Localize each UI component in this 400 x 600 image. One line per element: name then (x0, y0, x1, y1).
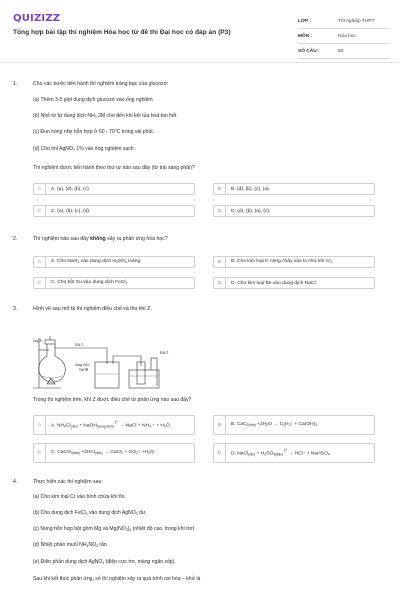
question-text: Cho các bước tiến hành thí nghiệm tráng bạc của glucozơ: (33, 81, 169, 87)
option-key: D (214, 278, 226, 288)
option-key: C (34, 206, 46, 216)
option-key: B (214, 257, 226, 267)
option-key: D (214, 206, 226, 216)
question-ask: Sau khi kết thúc phản ứng, số thí nghiệm xảy ra quá trình oxi hóa – khử là (33, 576, 201, 582)
option-key: D (214, 444, 226, 462)
question-text: Thí nghiệm nào sau đây không xảy ra phản ứng hóa học? (33, 236, 168, 242)
option-text: B. (d), (b), (c), (a). (231, 186, 271, 192)
label-khi-z-top: Khí Z (75, 343, 84, 347)
option-key: C (34, 278, 46, 288)
meta-value: 50 (338, 48, 344, 54)
option-c[interactable] (33, 277, 195, 289)
option-b[interactable] (213, 256, 375, 268)
option-text: A. $NH_4Cl_{(rắn)}$ + NaOH$_{(dung dịch)}$ $^{t^\circ}$ → NaCl + $NH_3$ ↑ + $H_2O$. (51, 420, 171, 429)
page-title: Tổng hợp bài tập thí nghiệm Hóa học từ đề thi Đại học có đáp án (P3) (13, 29, 231, 36)
header-divider (0, 62, 400, 63)
label-naoh: NaOH (79, 368, 89, 372)
question-4 (13, 479, 393, 597)
question-text: Thực hiện các thí nghiệm sau: (33, 479, 103, 485)
option-key: B (214, 416, 226, 434)
option-b[interactable] (213, 183, 375, 195)
option-key: A (34, 416, 46, 434)
option-d[interactable] (213, 205, 375, 217)
question-text: Hình vẽ sau mô tả thí nghiệm điều chế và thu khí Z. (33, 306, 152, 312)
meta-row-count (298, 44, 390, 59)
option-a[interactable] (33, 183, 195, 195)
step-d: (d) Cho lml AgNO₃ 1% vào ống nghiệm sạch . (33, 146, 137, 152)
meta-value: Hóa học (338, 33, 356, 39)
option-b[interactable] (213, 415, 375, 435)
option-a[interactable] (33, 256, 195, 268)
option-a[interactable] (33, 415, 195, 435)
meta-label: LỚP : (298, 18, 312, 24)
meta-label: MÔN : (298, 33, 313, 39)
option-c[interactable] (33, 443, 195, 463)
meta-row-subject (298, 29, 390, 44)
step-a: (a) Thêm 3-5 giọt dung dịch glucozơ vào ống nghiệm. (33, 97, 155, 103)
option-text: A. (a), (d), (b), (c). (51, 186, 91, 192)
meta-value: Tốt nghiệp THPT (338, 18, 375, 24)
option-key: A (34, 184, 46, 194)
question-number: 2. (13, 236, 18, 242)
meta-row-class (298, 14, 390, 29)
option-text: C. (a), (b), (c), (d). (51, 208, 91, 214)
wash-bottle (95, 362, 119, 388)
option-key: B (214, 184, 226, 194)
question-ask: Trong thí nghiệm trên, khí Z được điều chế từ phản ứng nào sau đây? (33, 397, 192, 403)
quiz-meta-table (298, 14, 390, 59)
option-text: D. Cho kim loại Be vào dung dịch NaCl. (231, 280, 317, 286)
question-ask: Thí nghiệm được tiến hành theo thứ tự nào sau đây (từ trái sang phải)? (33, 165, 195, 171)
question-2 (13, 236, 393, 296)
option-text: A. Cho NaO$_2$ vào dung dịch $H_2SO_4$ loãng. (51, 259, 142, 264)
option-c[interactable] (33, 205, 195, 217)
step-e: (e) Điện phân dung dịch AgNO$_3$ (điện cực trơ, màng ngăn xốp). (33, 559, 176, 565)
question-number: 4. (13, 479, 18, 485)
option-text: B. $CaC_{2(rắn)} +2H_2O$ → $C_2H_2↑ + Ca(OH)_2$ (231, 422, 318, 427)
experiment-diagram (33, 336, 198, 390)
step-a: (a) Cho kim loại Cr vào bình chứa khí flo. (33, 494, 126, 500)
label-ong-x: ống X (33, 339, 42, 343)
meta-label: SỐ CÂU : (298, 48, 320, 54)
step-c: (c) Nung hỗn hợp bột gồm Mg và $Mg(NO_3)_2$ (nhiệt độ cao, trong khí trơ). (33, 526, 196, 532)
question-1 (13, 81, 393, 221)
option-text: D. (d), (b), (a), (c). (231, 208, 271, 214)
option-text: D. NaCl$_{(rắn)}$ + $H_2SO_{4(đặc)}$ $^{t^\circ}$ → HCl↑ + NaHSO$_4$ (231, 448, 330, 457)
step-d: (d) Nhiệt phân muối $NH_4NO_3$ rắn. (33, 542, 109, 548)
option-d[interactable] (213, 443, 375, 463)
option-key: A (34, 257, 46, 267)
option-d[interactable] (213, 277, 375, 289)
quizizz-logo: QUIZIZZ (13, 13, 61, 24)
question-number: 1. (13, 81, 18, 87)
question-number: 3. (13, 306, 18, 312)
option-text: B. Cho kim loại K nóng chảy vào lọ chứ khí $Cl_2$ (231, 259, 333, 264)
option-key: C (34, 444, 46, 462)
step-c: (c) Đun nóng nhẹ hỗn hợp ở 60 - 70°C trong vài phút. (33, 129, 155, 135)
option-text: C. CaCO$_{3(rắn)}$ +2HCl$_{(đặc)}$ → CaCl$_2$ + $CO_2↑ +H_2O$ (51, 450, 154, 455)
label-dung-dich: dung dịch (75, 363, 90, 367)
step-b: (b) Cho dung dịch FeCl$_2$ vào dung dịch AgNO$_3$ dư. (33, 510, 147, 516)
question-3-answers (13, 397, 393, 477)
label-khi-z-side: Khí Z (160, 351, 169, 355)
step-b: (b) Nhỏ từ từ dung dịch $NH_3$ 2M cho đến khi kết tủa hoà tan hết. (33, 113, 178, 119)
option-text: C. Cho bột Cu vào dung dịch FeCl$_3$ (51, 280, 128, 285)
